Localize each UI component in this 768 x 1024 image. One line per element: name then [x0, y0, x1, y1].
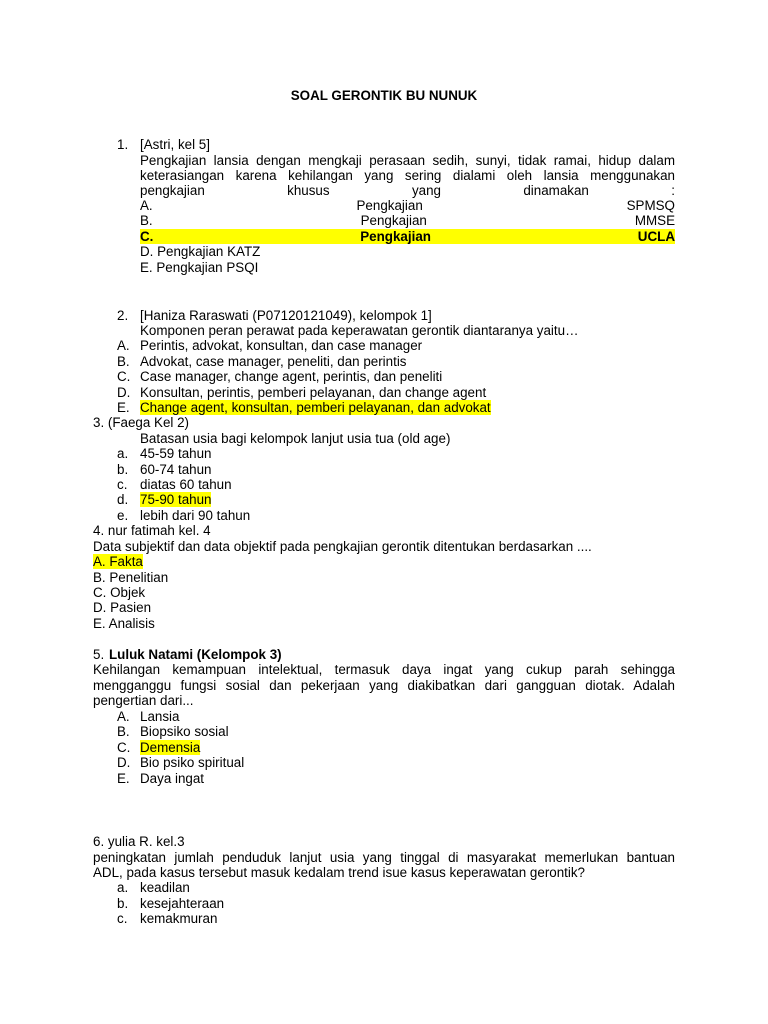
question-text-line: keterasiangan karena kehilangan yang sering dialami oleh lansia menggunakan [140, 168, 675, 183]
option-letter: A. [117, 709, 130, 724]
question-header: 3. (Faega Kel 2) [93, 415, 190, 430]
question-author: [Haniza Raraswati (P07120121049), kelompok 1] [140, 308, 432, 323]
question-author: [Astri, kel 5] [140, 137, 210, 152]
question-text: Komponen peran perawat pada keperawatan gerontik diantaranya yaitu… [140, 323, 579, 338]
option-letter: D. [117, 755, 131, 770]
option-text-highlighted-answer: 75-90 tahun [140, 492, 212, 507]
option-letter: E. [117, 771, 130, 786]
option-letter: D. [117, 385, 131, 400]
option-letter: E. [117, 400, 130, 415]
question-text-line: Pengkajian lansia dengan mengkaji perasaan sedih, sunyi, tidak ramai, hidup dalam [140, 153, 675, 168]
option-text: Konsultan, perintis, pemberi pelayanan, dan change agent [140, 385, 487, 400]
option-text: Daya ingat [140, 771, 205, 786]
option-letter: B. [117, 354, 130, 369]
option-letter: e. [117, 508, 129, 523]
option-text: lebih dari 90 tahun [140, 508, 251, 523]
option-letter: d. [117, 492, 129, 507]
option-text: Biopsiko sosial [140, 724, 229, 739]
option-letter: b. [117, 462, 129, 477]
question-text-line: pengkajian khusus yang dinamakan : [140, 183, 675, 198]
option-d: D. Pasien [93, 600, 152, 615]
option-b: B. Pengkajian MMSE [140, 213, 675, 228]
option-c-highlighted-answer: C. Pengkajian UCLA [140, 229, 675, 244]
question-text-line: mengganggu fungsi sosial dan pekerjaan yang diakibatkan dari gangguan diotak. Adalah [93, 678, 675, 693]
option-c: C. Objek [93, 585, 146, 600]
option-letter: C. [117, 740, 131, 755]
question-text-line: ADL, pada kasus tersebut masuk kedalam trend isue kasus keperawatan gerontik? [93, 865, 586, 880]
option-letter: B. [117, 724, 130, 739]
question-header: 6. yulia R. kel.3 [93, 834, 185, 849]
option-text: 45-59 tahun [140, 446, 212, 461]
option-text: kemakmuran [140, 911, 218, 926]
option-text: Advokat, case manager, peneliti, dan perintis [140, 354, 407, 369]
option-text: kesejahteraan [140, 896, 225, 911]
option-letter: a. [117, 880, 129, 895]
option-b: B. Penelitian [93, 570, 169, 585]
option-text: 60-74 tahun [140, 462, 212, 477]
option-e: E. Analisis [93, 616, 155, 631]
question-number: 1. [117, 137, 129, 152]
question-author: Luluk Natami (Kelompok 3) [109, 647, 282, 662]
question-text: Batasan usia bagi kelompok lanjut usia tua (old age) [140, 431, 451, 446]
question-number: 5. [93, 647, 105, 662]
question-text-line: Kehilangan kemampuan intelektual, termasuk daya ingat yang cukup parah sehingga [93, 662, 675, 677]
option-a: A. Pengkajian SPMSQ [140, 198, 675, 213]
question-text: Data subjektif dan data objektif pada pengkajian gerontik ditentukan berdasarkan .... [93, 539, 592, 554]
question-text-line: peningkatan jumlah penduduk lanjut usia yang tinggal di masyarakat memerlukan bantuan [93, 850, 675, 865]
option-text: Case manager, change agent, perintis, dan peneliti [140, 369, 443, 384]
option-letter: A. [117, 338, 130, 353]
question-header: 4. nur fatimah kel. 4 [93, 523, 211, 538]
option-text-highlighted-answer: Change agent, konsultan, pemberi pelayanan, dan advokat [140, 400, 491, 415]
page-title: SOAL GERONTIK BU NUNUK [290, 88, 478, 103]
option-letter: C. [117, 369, 131, 384]
option-text: Perintis, advokat, konsultan, dan case manager [140, 338, 423, 353]
option-text: keadilan [140, 880, 190, 895]
option-letter: a. [117, 446, 129, 461]
option-letter: c. [117, 477, 128, 492]
option-letter: c. [117, 911, 128, 926]
option-d: D. Pengkajian KATZ [140, 244, 261, 259]
option-text: Bio psiko spiritual [140, 755, 245, 770]
option-text: Lansia [140, 709, 180, 724]
option-e: E. Pengkajian PSQI [140, 260, 259, 275]
option-text: diatas 60 tahun [140, 477, 232, 492]
option-a-highlighted-answer: A. Fakta [93, 554, 143, 569]
option-letter: b. [117, 896, 129, 911]
question-text-line: pengertian dari... [93, 693, 194, 708]
option-text-highlighted-answer: Demensia [140, 740, 201, 755]
question-number: 2. [117, 308, 129, 323]
